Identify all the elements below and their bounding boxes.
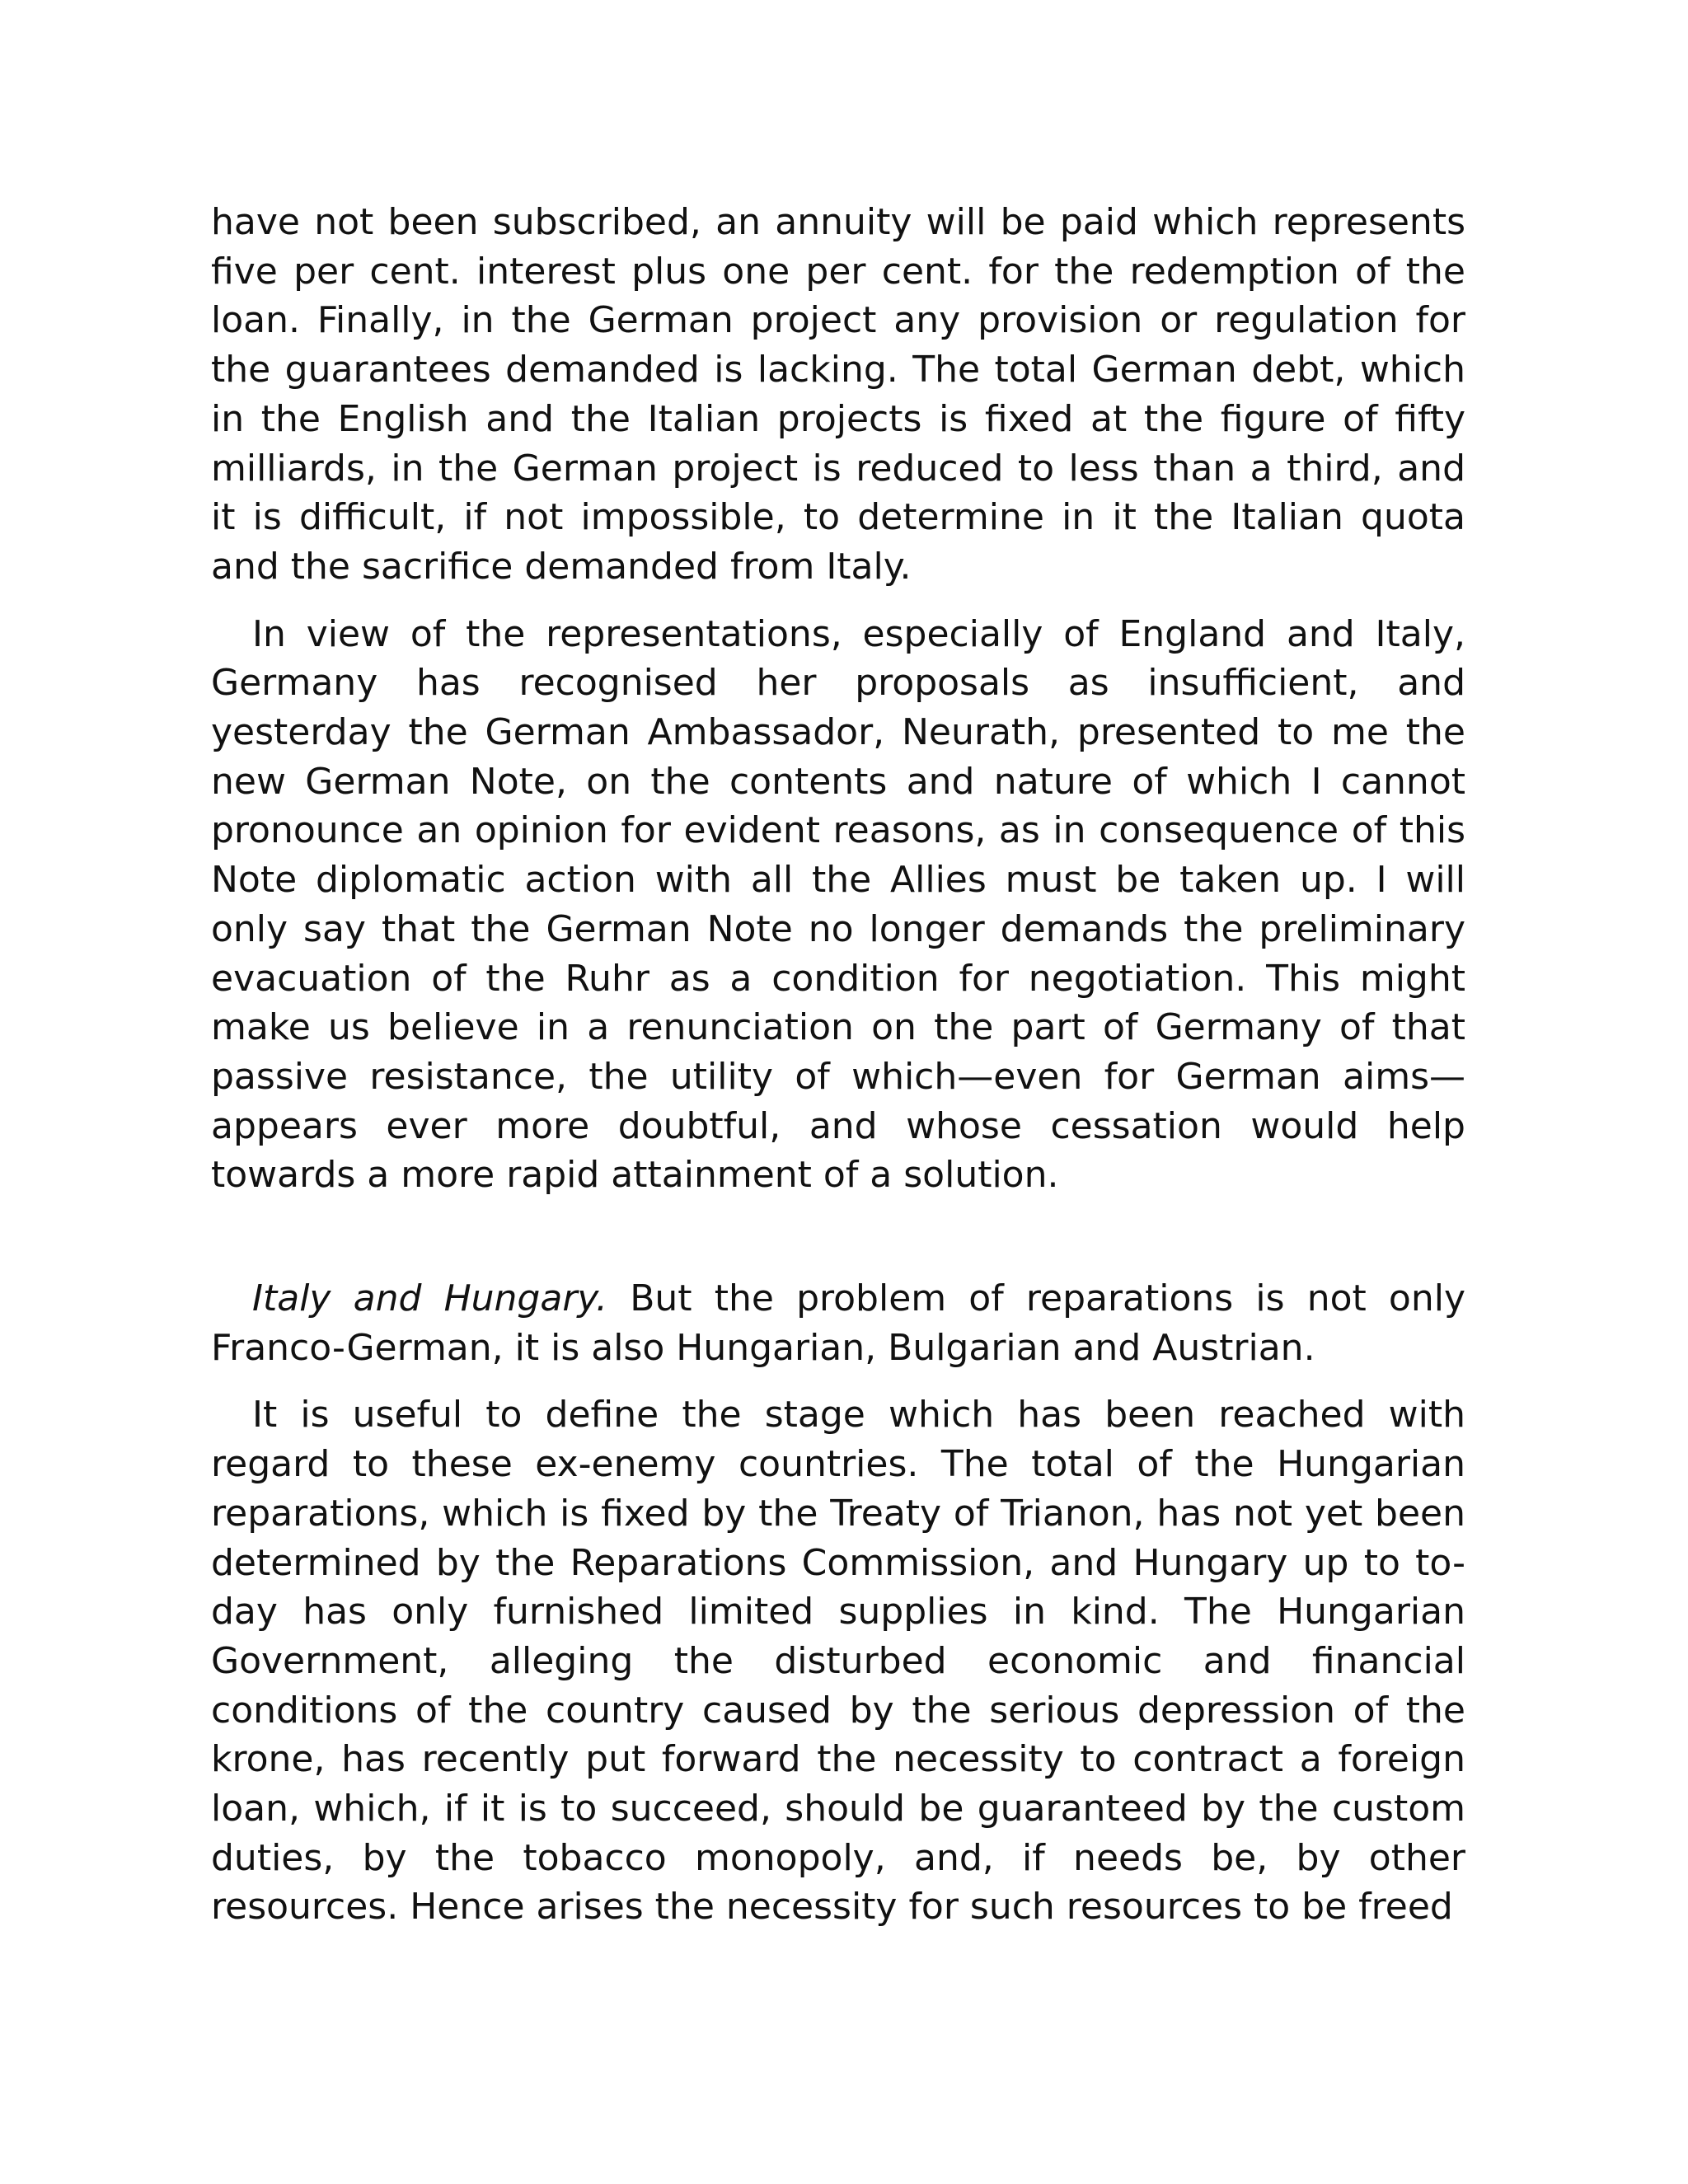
paragraph-3-text: But the problem of reparations is not only Franco-German, it is also Hungarian, Bulgarian and Austrian.: [211, 1277, 1465, 1369]
text-block-upper: [211, 198, 1465, 1200]
section-heading: Italy and Hungary.: [252, 1277, 608, 1319]
paragraph-3: [211, 1274, 1465, 1372]
text-block-lower: [211, 1274, 1465, 1932]
paragraph-2: In view of the representations, especially of England and Italy, Germany has recognised her proposals as insufficient, and yesterday the German Ambassador, Neurath, presented to me the new German Note, on the contents and nature of which I cannot pronounce an opinion for evident reasons, as in consequence of this Note diplomatic action with all the Allies must be taken up. I will only say that the German Note no longer demands the preliminary evacuation of the Ruhr as a condition for negotiation. This might make us believe in a renunciation on the part of Germany of that passive resistance, the utility of which—even for German aims—appears ever more doubtful, and whose cessation would help towards a more rapid attainment of a solution.: [211, 612, 1465, 1197]
paragraph-4: It is useful to define the stage which has been reached with regard to these ex-enemy countries. The total of the Hungarian reparations, which is fixed by the Treaty of Trianon, has not yet been determined by the Reparations Commission, and Hungary up to to-day has only furnished limited supplies in kind. The Hungarian Government, alleging the disturbed economic and financial conditions of the country caused by the serious depression of the krone, has recently put forward the necessity to contract a foreign loan, which, if it is to succeed, should be guaranteed by the custom duties, by the tobacco monopoly, and, if needs be, by other resources. Hence arises the necessity for such resources to be freed: [211, 1394, 1465, 1929]
paragraph-1: have not been subscribed, an annuity will be paid which represents five per cent. interest plus one per cent. for the redemption of the loan. Finally, in the German project any provision or regulation for the guarantees demanded is lacking. The total German debt, which in the English and the Italian projects is fixed at the figure of fifty milliards, in the German project is reduced to less than a third, and it is difficult, if not impossible, to determine in it the Italian quota and the sacrifice demanded from Italy.: [211, 201, 1465, 588]
